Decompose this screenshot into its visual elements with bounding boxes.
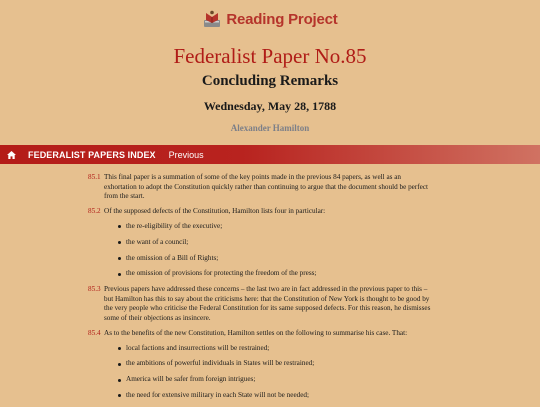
benefits-list <box>88 344 433 401</box>
paragraph-text: Of the supposed defects of the Constitution, Hamilton lists four in particular: <box>104 207 326 215</box>
book-logo-icon <box>202 9 222 29</box>
paragraph <box>88 329 433 339</box>
paragraph-number: 85.2 <box>88 207 101 215</box>
list-item: the need for extensive military in each State will not be needed; <box>118 391 433 401</box>
site-logo[interactable] <box>0 8 540 30</box>
site-name: Reading Project <box>226 10 338 28</box>
defects-list <box>88 222 433 279</box>
nav-bar <box>0 145 540 164</box>
paragraph-number: 85.1 <box>88 173 101 181</box>
federalist-index-link[interactable]: FEDERALIST PAPERS INDEX <box>28 149 156 160</box>
page-subtitle: Concluding Remarks <box>201 73 339 89</box>
paragraph-text: As to the benefits of the new Constitution, Hamilton settles on the following to summarise his case. That: <box>104 328 408 337</box>
author-name: Alexander Hamilton <box>230 123 310 133</box>
list-item: local factions and insurrections will be restrained; <box>118 344 433 354</box>
paragraph-text: This final paper is a summation of some of the key points made in the previous 84 papers, as well as an exhortation to adopt the Constitution quickly rather than continuing to argue that the document should be perfect from the start. <box>104 173 429 200</box>
paragraph <box>88 207 433 217</box>
home-icon[interactable] <box>0 145 22 164</box>
article-content <box>88 173 433 407</box>
list-item: the ambitions of powerful individuals in States will be restrained; <box>118 359 433 369</box>
previous-link[interactable]: Previous <box>168 149 204 160</box>
paragraph <box>88 285 433 323</box>
paragraph-number: 85.4 <box>88 328 101 337</box>
publication-date: Wednesday, May 28, 1788 <box>203 99 337 113</box>
list-item: the re-eligibility of the executive; <box>118 222 433 232</box>
page-title: Federalist Paper No.85 <box>173 44 367 68</box>
list-item: the want of a council; <box>118 238 433 248</box>
list-item: the omission of a Bill of Rights; <box>118 254 433 264</box>
list-item: America will be safer from foreign intrigues; <box>118 375 433 385</box>
paragraph-text: Previous papers have addressed these concerns – the last two are in fact addressed in the previous paper to this – but Hamilton has this to say about the criticisms here: that the Constitution of New York is thought to be good by the very people who criticise the Federal Constitution for its same supposed defects. For this reason, he dismisses some of their objections as insincere. <box>104 285 431 322</box>
house-icon <box>7 151 16 159</box>
list-item: the omission of provisions for protecting the freedom of the press; <box>118 269 433 279</box>
paragraph <box>88 173 433 202</box>
paragraph-number: 85.3 <box>88 285 101 294</box>
